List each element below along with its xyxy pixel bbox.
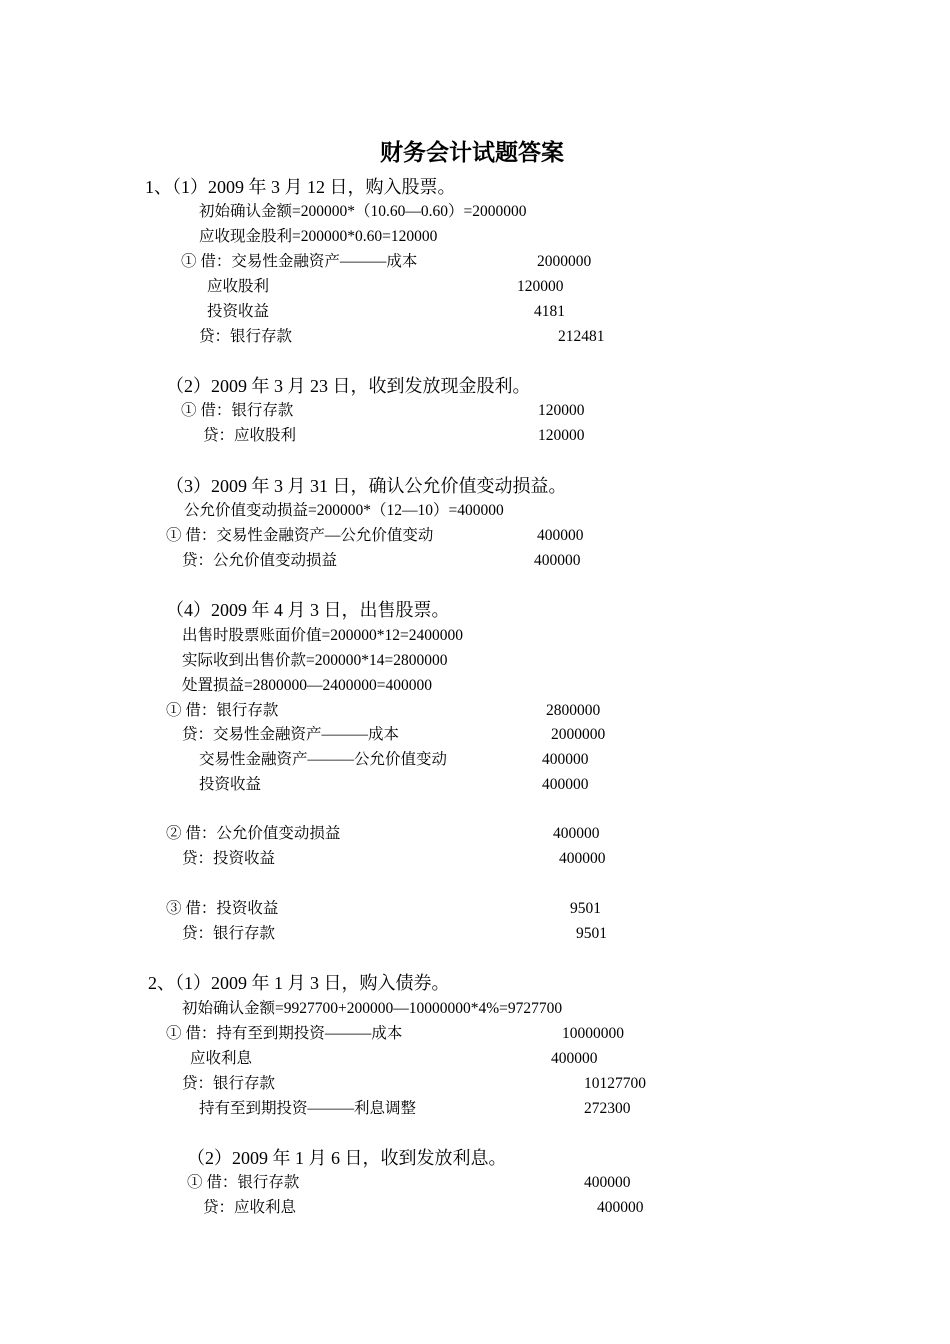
entry-text: （2）2009 年 1 月 6 日，收到发放利息。: [187, 1148, 507, 1168]
entry-text: 投资收益: [207, 303, 270, 320]
entry-text: 处置损益=2800000—2400000=400000: [182, 677, 432, 694]
entry-text: 应收现金股利=200000*0.60=120000: [199, 228, 438, 245]
entry-text: （2）2009 年 3 月 23 日，收到发放现金股利。: [166, 376, 531, 396]
entry-text: 贷：银行存款: [182, 1075, 276, 1092]
entry-amount: 400000: [537, 527, 584, 544]
entry-text: 公允价值变动损益=200000*（12—10）=400000: [184, 502, 504, 519]
entry-text: （3）2009 年 3 月 31 日，确认公允价值变动损益。: [166, 476, 567, 496]
entry-text: 应收股利: [207, 278, 270, 295]
entry-amount: 400000: [584, 1174, 631, 1191]
entry-text: ② 借：公允价值变动损益: [166, 825, 341, 842]
entry-text: 贷：交易性金融资产———成本: [182, 726, 400, 743]
entry-amount: 2800000: [546, 702, 601, 719]
entry-amount: 400000: [559, 850, 606, 867]
entry-amount: 10127700: [584, 1075, 646, 1092]
entry-text: ① 借：银行存款: [166, 702, 279, 719]
entry-text: ① 借：交易性金融资产—公允价值变动: [166, 527, 434, 544]
entry-text: 贷：银行存款: [182, 925, 276, 942]
entry-amount: 4181: [534, 303, 565, 320]
entry-amount: 400000: [542, 776, 589, 793]
entry-text: 贷：应收利息: [203, 1199, 297, 1216]
entry-amount: 400000: [551, 1050, 598, 1067]
entry-text: ① 借：银行存款: [187, 1174, 300, 1191]
entry-text: 贷：银行存款: [199, 328, 293, 345]
entry-amount: 400000: [534, 552, 581, 569]
entry-amount: 272300: [584, 1100, 631, 1117]
entry-text: ① 借：银行存款: [181, 402, 294, 419]
page-title: 财务会计试题答案: [380, 140, 564, 165]
entry-text: 1、（1）2009 年 3 月 12 日，购入股票。: [145, 177, 456, 197]
entry-text: 贷：公允价值变动损益: [182, 552, 338, 569]
entry-amount: 120000: [517, 278, 564, 295]
entry-amount: 9501: [576, 925, 607, 942]
entry-text: ③ 借：投资收益: [166, 900, 279, 917]
entry-text: 初始确认金额=200000*（10.60—0.60）=2000000: [199, 203, 527, 220]
entry-text: 应收利息: [190, 1050, 253, 1067]
entry-text: 投资收益: [199, 776, 262, 793]
entry-text: ① 借：持有至到期投资———成本: [166, 1025, 403, 1042]
entry-amount: 2000000: [537, 253, 592, 270]
entry-amount: 400000: [553, 825, 600, 842]
entry-text: 贷：应收股利: [203, 427, 297, 444]
entry-amount: 400000: [542, 751, 589, 768]
entry-text: 持有至到期投资———利息调整: [199, 1100, 417, 1117]
entry-text: 贷：投资收益: [182, 850, 276, 867]
entry-text: 初始确认金额=9927700+200000—10000000*4%=9727700: [182, 1000, 563, 1017]
entry-text: 实际收到出售价款=200000*14=2800000: [182, 652, 448, 669]
entry-text: 出售时股票账面价值=200000*12=2400000: [182, 627, 463, 644]
entry-amount: 120000: [538, 427, 585, 444]
entry-text: 交易性金融资产———公允价值变动: [199, 751, 448, 768]
entry-amount: 2000000: [551, 726, 606, 743]
entry-amount: 400000: [597, 1199, 644, 1216]
entry-text: ① 借：交易性金融资产———成本: [181, 253, 418, 270]
entry-amount: 120000: [538, 402, 585, 419]
entry-amount: 9501: [570, 900, 601, 917]
entry-amount: 212481: [558, 328, 605, 345]
entry-amount: 10000000: [562, 1025, 624, 1042]
entry-text: （4）2009 年 4 月 3 日，出售股票。: [166, 600, 450, 620]
entry-text: 2、（1）2009 年 1 月 3 日，购入债券。: [148, 973, 450, 993]
